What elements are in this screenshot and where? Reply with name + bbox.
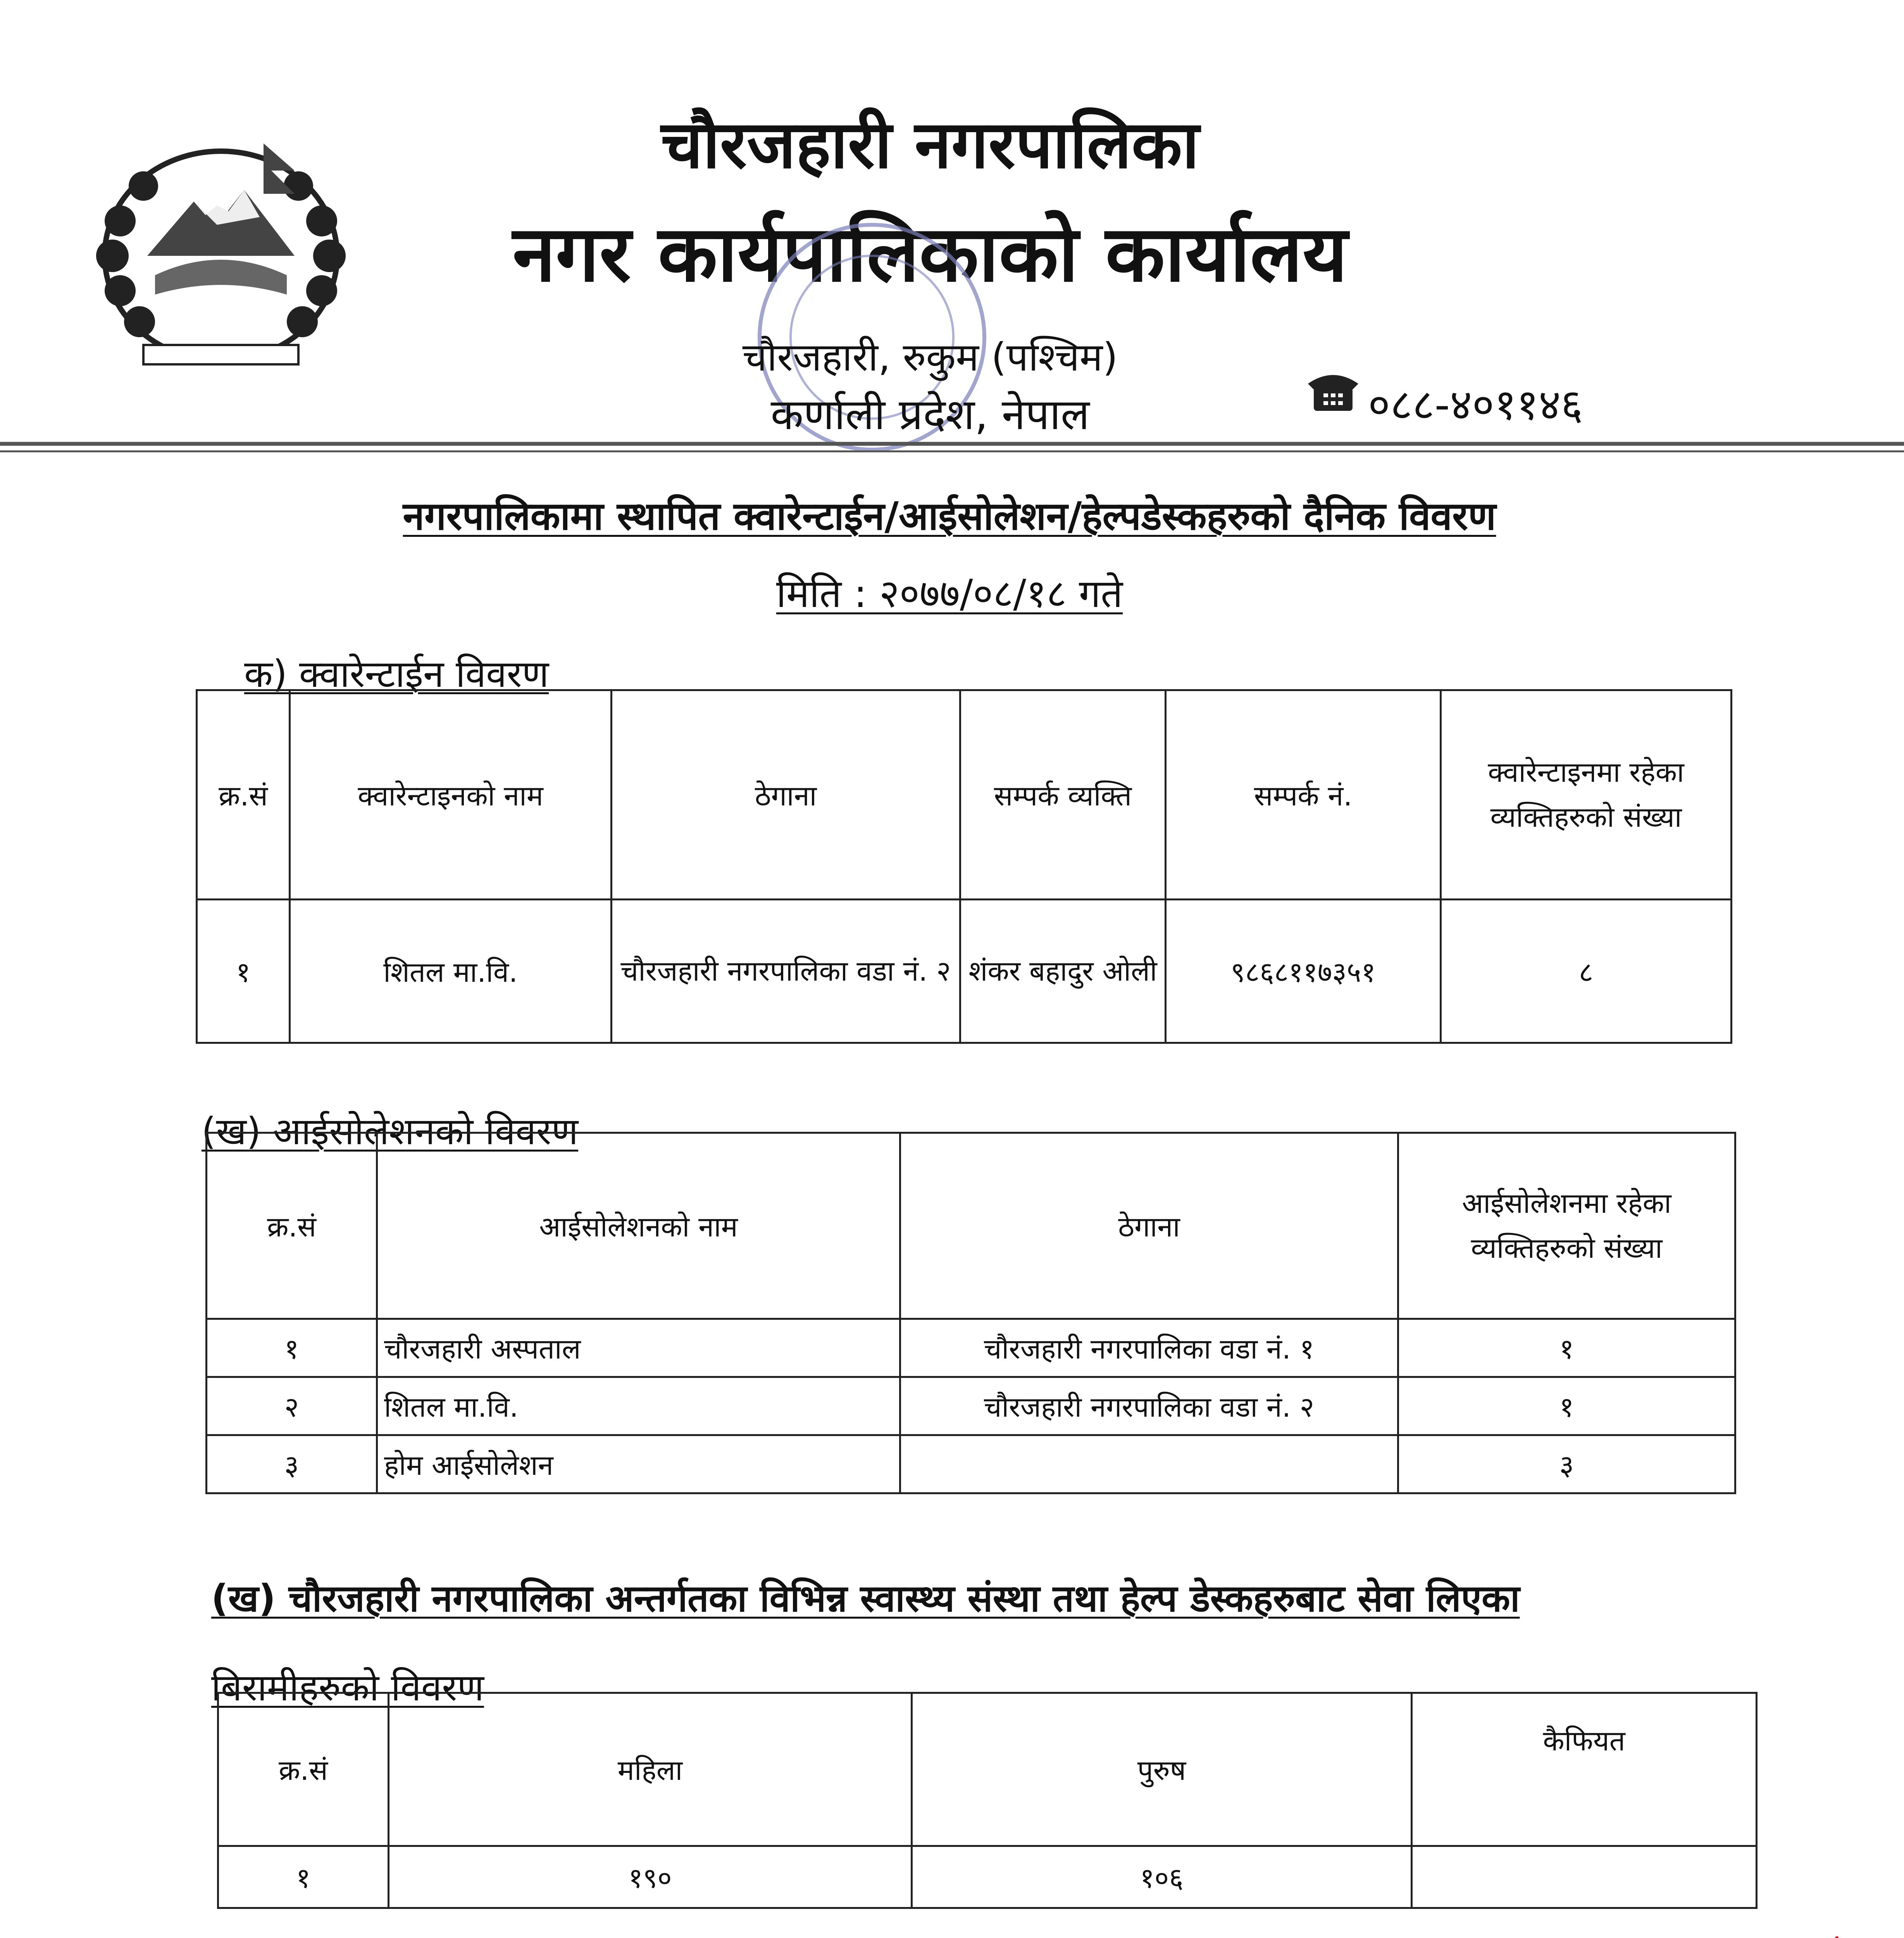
column-header: क्र.सं	[218, 1693, 389, 1846]
table-cell: होम आईसोलेशन	[377, 1435, 900, 1493]
table-cell: १	[1398, 1377, 1735, 1435]
telephone-icon	[1306, 368, 1360, 415]
table-row	[207, 1377, 1735, 1435]
table-cell: १	[1398, 1319, 1735, 1377]
table-cell: १	[218, 1846, 389, 1908]
column-header: आईसोलेशनमा रहेका व्यक्तिहरुको संख्या	[1398, 1133, 1735, 1319]
table-cell: शितल मा.वि.	[290, 900, 612, 1043]
column-header: महिला	[389, 1693, 912, 1846]
column-header: क्र.सं	[207, 1133, 377, 1319]
column-header: ठेगाना	[612, 690, 960, 900]
column-header: क्र.सं	[197, 690, 290, 900]
isolation-table	[205, 1132, 1736, 1494]
quarantine-heading: क) क्वारेन्टाईन विवरण	[244, 652, 549, 696]
table-cell: २	[207, 1377, 377, 1435]
table-header-row	[218, 1693, 1757, 1846]
header-divider	[0, 442, 1904, 446]
column-header: क्वारेन्टाइनको नाम	[290, 690, 612, 900]
patients-table	[217, 1692, 1758, 1909]
table-cell: चौरजहारी नगरपालिका वडा नं. २	[900, 1377, 1398, 1435]
table-cell	[1412, 1846, 1757, 1908]
table-cell: ९८६८११७३५१	[1166, 900, 1441, 1043]
column-header: सम्पर्क व्यक्ति	[960, 690, 1166, 900]
table-cell: १०६	[912, 1846, 1412, 1908]
table-cell	[900, 1435, 1398, 1493]
document-date: मिति : २०७७/०८/१८ गते	[776, 571, 1123, 616]
table-cell: ८	[1441, 900, 1732, 1043]
column-header: पुरुष	[912, 1693, 1412, 1846]
table-cell: १९०	[389, 1846, 912, 1908]
column-header: सम्पर्क नं.	[1166, 690, 1441, 900]
handwritten-signature	[1449, 1922, 1856, 1938]
nepal-emblem-icon	[78, 128, 364, 376]
table-row	[207, 1319, 1735, 1377]
table-row	[207, 1435, 1735, 1493]
table-row	[197, 900, 1732, 1043]
phone-number: ०८८-४०११४६	[1368, 380, 1583, 429]
column-header: क्वारेन्टाइनमा रहेका व्यक्तिहरुको संख्या	[1441, 690, 1732, 900]
table-cell: शंकर बहादुर ओली	[960, 900, 1166, 1043]
column-header: आईसोलेशनको नाम	[377, 1133, 900, 1319]
table-cell: ३	[207, 1435, 377, 1493]
table-cell: १	[207, 1319, 377, 1377]
municipality-name: चौरजहारी नगरपालिका	[661, 107, 1199, 183]
isolation-heading: (ख) आईसोलेशनको विवरण	[202, 1110, 579, 1153]
table-cell: चौरजहारी नगरपालिका वडा नं. १	[900, 1319, 1398, 1377]
address-line-1: चौरजहारी, रुकुम (पश्चिम)	[742, 334, 1118, 380]
patients-heading-line-2: बिरामीहरुको विवरण	[211, 1666, 484, 1709]
table-row	[218, 1846, 1757, 1908]
table-cell: शितल मा.वि.	[377, 1377, 900, 1435]
document-title: नगरपालिकामा स्थापित क्वारेन्टाईन/आईसोलेशन/हेल्पडेस्कहरुको दैनिक विवरण	[403, 493, 1496, 539]
office-name: नगर कार्यपालिकाको कार्यालय	[512, 209, 1348, 299]
header-divider-thin	[0, 450, 1904, 452]
table-header-row	[197, 690, 1732, 900]
address-line-2: कर्णाली प्रदेश, नेपाल	[770, 390, 1090, 439]
column-header: ठेगाना	[900, 1133, 1398, 1319]
table-header-row	[207, 1133, 1735, 1319]
table-cell: १	[197, 900, 290, 1043]
table-cell: चौरजहारी अस्पताल	[377, 1319, 900, 1377]
table-cell: ३	[1398, 1435, 1735, 1493]
quarantine-table	[196, 689, 1732, 1044]
table-cell: चौरजहारी नगरपालिका वडा नं. २	[612, 900, 960, 1043]
column-header: कैफियत	[1412, 1693, 1757, 1846]
patients-heading-line-1: (ख) चौरजहारी नगरपालिका अन्तर्गतका विभिन्न स्वास्थ्य संस्था तथा हेल्प डेस्कहरुबाट सेवा लिएका	[211, 1577, 1520, 1620]
